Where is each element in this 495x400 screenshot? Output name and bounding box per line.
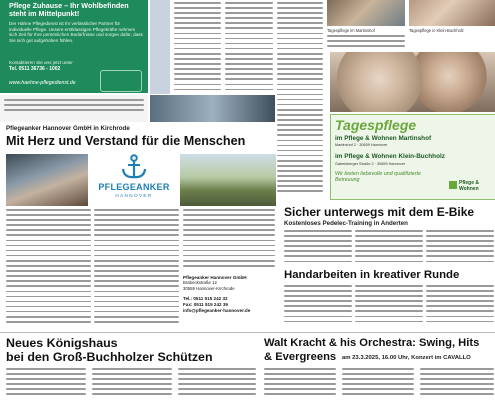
- pflegeanker-fax: Fax: 0511 515 242 39: [183, 302, 228, 307]
- klein-buchholz-photo: [409, 0, 495, 26]
- tagespflege-address1: Martinshof 2 · 30659 Hannover: [335, 143, 388, 147]
- pflegeanker-headline: Mit Herz und Verstand für die Menschen: [6, 134, 246, 148]
- koenigshaus-col1: [6, 368, 86, 398]
- tagespflege-martinshof: im Pflege & Wohnen Martinshof: [335, 135, 432, 142]
- house-icon: [449, 181, 457, 189]
- ebike-headline: Sicher unterwegs mit dem E-Bike: [284, 205, 475, 219]
- tagespflege-title: Tagespflege: [335, 117, 417, 133]
- seniors-photo: [330, 52, 495, 112]
- handarbeit-col2: [355, 285, 423, 328]
- kracht-col3: [420, 368, 494, 398]
- top-left-lower-lines: [4, 99, 144, 119]
- koenigshaus-col2: [92, 368, 172, 398]
- pflegeanker-logo-name: PFLEGEANKER: [98, 182, 170, 192]
- nurse-portrait-photo: [6, 154, 88, 206]
- tagespflege-brand: Pflege & Wohnen: [459, 180, 480, 192]
- koenigshaus-headline-1: Neues Königshaus: [6, 336, 118, 350]
- koenigshaus-col3: [178, 368, 256, 398]
- top-middle-photo: [150, 0, 170, 94]
- ad-url[interactable]: www.haehne-pflegedienst.de: [9, 80, 76, 86]
- anchor-icon: [120, 154, 148, 180]
- top-middle-text-col1: [174, 2, 221, 92]
- ebike-subhead: Kostenloses Pedelec-Training in Anderten: [284, 220, 408, 227]
- top-middle-text-col2: [225, 2, 273, 92]
- handarbeit-col1: [284, 285, 352, 328]
- kracht-headline-1: Walt Kracht & his Orchestra: Swing, Hits: [264, 337, 480, 349]
- pflegeanker-email[interactable]: info@pflegeanker-hannover.de: [183, 308, 251, 313]
- caption-martinshof: Tagespflege im Martinshof: [327, 28, 375, 33]
- koenigshaus-headline-2: bei den Groß-Buchholzer Schützen: [6, 350, 213, 364]
- pflegeanker-kicker: Pflegeanker Hannover GmbH in Kirchrode: [6, 125, 130, 132]
- tagespflege-box: [330, 114, 495, 200]
- ad-body: Der Hähne Pflegedienst ist Ihr verlässlicher Partner für individuelle Pflege. Unsere erstklassigen Pflegekräfte nehmen sich Zeit für Ihre persönlichen Bedürfnisse und sorgen dafür, dass Sie sich gut aufgehoben fühlen.: [9, 21, 143, 43]
- top-middle-text-col3: [277, 2, 323, 197]
- pflegeanker-col3: [183, 209, 275, 271]
- tagespflege-kleinbuchholz: im Pflege & Wohnen Klein-Buchholz: [335, 153, 445, 160]
- handarbeit-col3: [426, 285, 494, 328]
- handarbeit-headline: Handarbeiten in kreativer Runde: [284, 269, 460, 281]
- kracht-col1: [264, 368, 336, 398]
- tagespflege-logo: [449, 177, 491, 195]
- tagespflege-address2: Gabelsberger Straße 2 · 30659 Hannover: [335, 162, 406, 166]
- section-divider: [0, 332, 495, 333]
- ebike-col1: [284, 230, 352, 266]
- ad-headline: Pflege Zuhause – Ihr Wohlbefinden steht im Mittelpunkt!: [9, 1, 129, 19]
- kracht-col2: [342, 368, 414, 398]
- ebike-col3: [426, 230, 494, 266]
- pflegeanker-col1: [6, 209, 91, 327]
- ad-contact: Kontaktieren Sie uns jetzt unter: [9, 60, 73, 65]
- pflegeanker-company: Pflegeanker Hannover GmbH: [183, 275, 247, 280]
- pflegeanker-logo-sub: HANNOVER: [115, 193, 153, 198]
- tagespflege-caption-text: [327, 35, 405, 49]
- kracht-date-info: am 23.3.2025, 16.00 Uhr, Konzert im CAVALLO: [342, 355, 471, 361]
- martinshof-photo: [327, 0, 405, 26]
- tagespflege-slogan: Wir bieten liebevolle und qualifizierte Betreuung: [335, 171, 421, 183]
- pflegeanker-phone: Tel.: 0511 515 242 32: [183, 296, 228, 301]
- kirchrode-building-photo: [180, 154, 276, 206]
- pflegeanker-col2: [94, 209, 179, 327]
- ebike-col2: [355, 230, 423, 266]
- ad-phone: Tel. 0511 36736 - 1002: [9, 66, 61, 72]
- pflegeanker-logo: [92, 154, 176, 206]
- ad-decoration-icon: [100, 70, 142, 92]
- pflegeanker-city: 30559 Hannover-Kirchrode: [183, 286, 235, 291]
- kracht-headline-2: & Evergreens: [264, 351, 337, 363]
- pflegeanker-street: Brabeckstraße 12: [183, 280, 217, 285]
- caption-klein-buchholz: Tagespflege in Klein-Buchholz: [409, 28, 464, 33]
- top-mid-lower-photo: [150, 95, 275, 122]
